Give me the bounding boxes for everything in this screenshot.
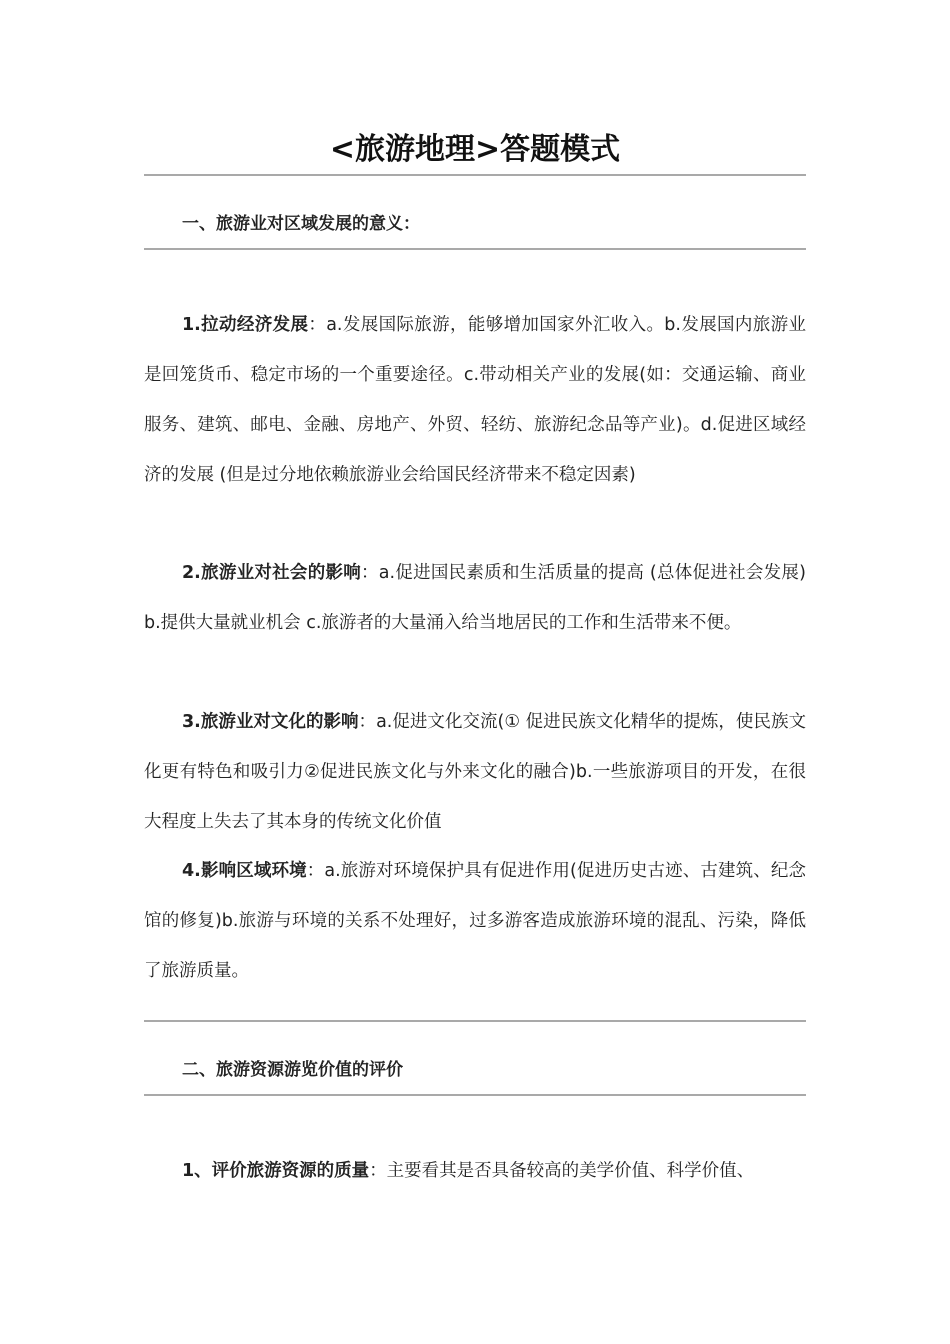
section-heading-1: 一、旅游业对区域发展的意义：: [182, 214, 420, 234]
section-1-item-1: [144, 300, 806, 500]
item-lead: 1、评价旅游资源的质量: [182, 1161, 370, 1181]
item-lead: 4.影响区域环境: [182, 861, 307, 881]
section-1-item-2: [144, 548, 806, 648]
item-text: ：a.旅游对环境保护具有促进作用(促进历史古迹、古建筑、纪念馆的修复)b.旅游与环境的关系不处理好，过多游客造成旅游环境的混乱、污染，降低了旅游质量。: [144, 861, 806, 981]
item-lead: 1.拉动经济发展: [182, 315, 309, 335]
section-1-item-3: [144, 697, 806, 847]
item-text: ：a.发展国际旅游，能够增加国家外汇收入。b.发展国内旅游业是回笼货币、稳定市场的一个重要途径。c.带动相关产业的发展(如：交通运输、商业服务、建筑、邮电、金融、房地产、外贸、轻纺、旅游纪念品等产业)。d.促进区域经济的发展 (但是过分地依赖旅游业会给国民经济带来不稳定因素): [144, 315, 806, 485]
section-2-divider: [144, 1094, 806, 1096]
document-title: <旅游地理>答题模式: [329, 132, 621, 167]
section-2-top-divider: [144, 1020, 806, 1022]
title-divider: [144, 174, 806, 176]
section-1-divider: [144, 248, 806, 250]
item-text: ：a.促进国民素质和生活质量的提高 (总体促进社会发展) b.提供大量就业机会 c.旅游者的大量涌入给当地居民的工作和生活带来不便。: [144, 563, 806, 633]
item-text: ：a.促进文化交流(① 促进民族文化精华的提炼，使民族文化更有特色和吸引力②促进民族文化与外来文化的融合)b.一些旅游项目的开发，在很大程度上失去了其本身的传统文化价值: [144, 712, 806, 832]
section-2-item-1: [144, 1146, 806, 1196]
item-lead: 2.旅游业对社会的影响: [182, 563, 362, 583]
section-1-item-4: [144, 846, 806, 996]
section-heading-2: 二、旅游资源游览价值的评价: [182, 1060, 403, 1080]
item-lead: 3.旅游业对文化的影响: [182, 712, 359, 732]
item-text: ：主要看其是否具备较高的美学价值、科学价值、: [369, 1161, 755, 1181]
